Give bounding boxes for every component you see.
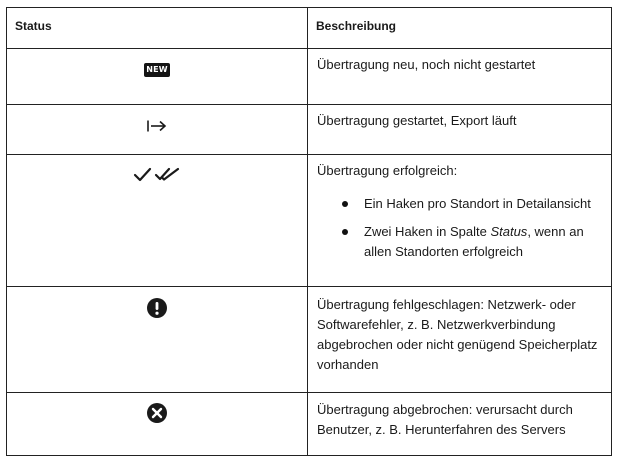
exclamation-circle-icon	[146, 297, 168, 319]
status-column-header: Status	[7, 8, 308, 49]
bullet-list	[317, 194, 605, 262]
description-cell	[308, 105, 612, 155]
bullet-item: Ein Haken pro Standort in Detailansicht	[317, 194, 605, 214]
description-text: Übertragung erfolgreich:	[317, 163, 458, 178]
status-cell	[7, 105, 308, 155]
description-text: Übertragung neu, noch nicht gestartet	[317, 57, 536, 72]
header-row	[7, 8, 612, 49]
status-row-cancelled	[7, 393, 612, 456]
description-cell	[308, 49, 612, 105]
status-cell	[7, 49, 308, 105]
description-text: Übertragung fehlgeschlagen: Netzwerk- oder Softwarefehler, z. B. Netzwerkverbindung abgebrochen oder nicht genügend Speicherplatz vorhanden	[317, 297, 598, 372]
status-cell	[7, 287, 308, 393]
emphasis-status: Status	[490, 224, 528, 239]
check-icon	[135, 169, 150, 180]
status-row-new	[7, 49, 612, 105]
description-cell	[308, 393, 612, 456]
status-row-failed	[7, 287, 612, 393]
status-cell	[7, 393, 308, 456]
description-column-header: Beschreibung	[308, 8, 612, 49]
description-text: Übertragung gestartet, Export läuft	[317, 113, 517, 128]
status-row-success	[7, 155, 612, 287]
description-cell	[308, 155, 612, 287]
double-check-icon	[156, 169, 178, 180]
x-circle-icon	[146, 402, 168, 424]
status-row-started	[7, 105, 612, 155]
bullet-item: Zwei Haken in Spalte Status, wenn an allen Standorten erfolgreich	[317, 222, 605, 262]
description-text: Übertragung abgebrochen: verursacht durch Benutzer, z. B. Herunterfahren des Servers	[317, 402, 573, 437]
status-cell	[7, 155, 308, 287]
check-and-double-check-icon	[133, 167, 181, 183]
arrow-right-from-bar-icon	[146, 119, 168, 133]
new-badge-icon: NEW	[144, 63, 170, 77]
status-table	[6, 7, 612, 456]
description-cell	[308, 287, 612, 393]
